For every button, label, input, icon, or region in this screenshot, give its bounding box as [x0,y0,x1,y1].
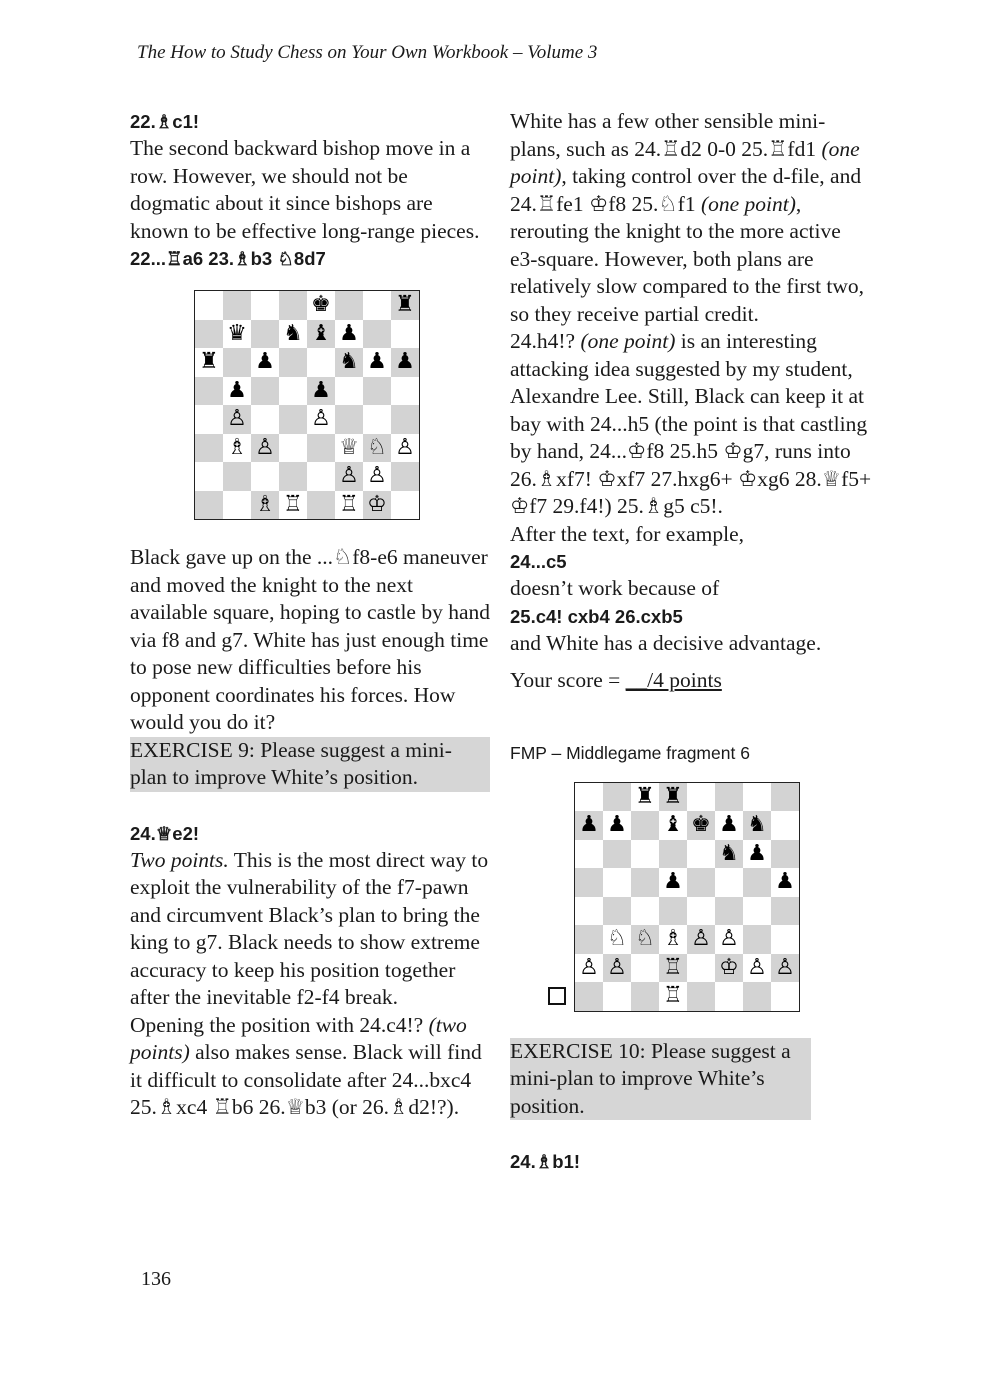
plans-text-b: , taking control over the d-file, and 24.♖fe1 ♔f8 25.♘f1 [510,164,862,216]
square-b2 [603,954,631,983]
chess-piece-icon: ♙ [255,434,275,460]
square-a4 [575,897,603,926]
square-h6 [771,840,799,869]
square-g3 [743,925,771,954]
square-d6 [279,348,307,377]
diagram-caption: FMP – Middlegame fragment 6 [510,742,750,763]
square-d3 [279,434,307,463]
square-b3 [223,434,251,463]
square-f4 [335,405,363,434]
square-d6 [659,840,687,869]
square-a7 [575,811,603,840]
square-f4 [715,897,743,926]
chess-piece-icon: ♞ [719,840,739,866]
square-b2 [223,462,251,491]
square-e1 [307,491,335,520]
square-c8 [251,291,279,320]
square-c6 [251,348,279,377]
square-c8 [631,783,659,812]
square-b4 [603,897,631,926]
square-a3 [195,434,223,463]
square-b6 [603,840,631,869]
square-f2 [715,954,743,983]
plans-text-a: White has a few other sensible mini-plans, such as 24.♖d2 0-0 25.♖fd1 [510,109,826,161]
square-g7 [363,320,391,349]
square-f8 [335,291,363,320]
square-h7 [391,320,419,349]
square-b1 [603,982,631,1011]
exercise-9-box: EXERCISE 9: Please suggest a mini-plan to improve White’s position. [130,737,490,792]
paragraph-after-text: After the text, for example, [510,521,745,546]
left-column [130,108,490,1122]
chess-piece-icon: ♙ [607,954,627,980]
square-a6 [575,840,603,869]
chess-piece-icon: ♛ [227,320,247,346]
square-h2 [771,954,799,983]
chess-piece-icon: ♔ [367,491,387,517]
paragraph-doesnt-work: doesn’t work because of [510,576,720,600]
square-c4 [631,897,659,926]
square-h8 [391,291,419,320]
chess-piece-icon: ♔ [719,954,739,980]
square-a6 [195,348,223,377]
chess-piece-icon: ♜ [663,783,683,809]
square-c5 [251,377,279,406]
white-to-move-square-icon [548,987,566,1005]
move-24-qe2: 24.♕e2! [130,822,200,844]
opening-text-b: also makes sense. Black will find it difficult to consolidate after 24...bxc4 25.♗xc4 ♖b6 26.♕b3 (or 26.♗d2!?). [130,1040,482,1119]
move-24-bb1: 24.♗b1! [510,1151,581,1172]
paragraph-opening-position [130,1012,490,1122]
square-c7 [251,320,279,349]
chess-piece-icon: ♜ [395,292,415,318]
h4-text-b: is an interesting attacking idea suggested by my student, Alexandre Lee. Still, Black can keep it at bay with 24...h5 (the point is that castling by hand, 24...♔f8 25.h5 ♔g7, runs into 26.♗xf7! ♔xf7 27.hxg6+ ♔xg6 28.♕f5+ ♔f7 29.f4!) 25.♗g5 c5!. [510,329,872,518]
chess-piece-icon: ♙ [579,954,599,980]
square-d1 [659,982,687,1011]
square-f8 [715,783,743,812]
chess-piece-icon: ♟ [255,349,275,375]
square-e7 [307,320,335,349]
square-f3 [335,434,363,463]
square-h7 [771,811,799,840]
one-point-italic-2: (one point) [700,191,796,216]
square-c6 [631,840,659,869]
paragraph-backward-bishop: The second backward bishop move in a row. However, we should not be dogmatic about it since bishops are known to be effective long-range pieces. [130,136,480,243]
square-d8 [279,291,307,320]
square-h1 [391,491,419,520]
square-h6 [391,348,419,377]
chess-piece-icon: ♟ [747,840,767,866]
square-a5 [575,868,603,897]
chess-piece-icon: ♟ [607,812,627,838]
chess-piece-icon: ♕ [339,434,359,460]
one-point-italic-1: (one point) [510,136,860,188]
square-f1 [715,982,743,1011]
square-f5 [335,377,363,406]
square-a7 [195,320,223,349]
square-e3 [687,925,715,954]
move-25-c4: 25.c4! cxb4 26.cxb5 [510,605,683,627]
one-point-italic-3: (one point) [580,329,676,353]
chess-piece-icon: ♗ [227,434,247,460]
square-g7 [743,811,771,840]
square-g1 [743,982,771,1011]
square-e2 [307,462,335,491]
chess-piece-icon: ♞ [747,812,767,838]
square-e8 [307,291,335,320]
chess-piece-icon: ♘ [635,926,655,952]
chess-piece-icon: ♙ [339,463,359,489]
square-c7 [631,811,659,840]
square-g2 [743,954,771,983]
square-e5 [307,377,335,406]
chess-piece-icon: ♘ [607,926,627,952]
chessboard-1 [194,290,420,520]
paragraph-two-points-text: This is the most direct way to exploit the vulnerability of the f7-pawn and circumvent Black’s plan to bring the king to g7. Black needs to show extreme accuracy to keep his position together after the inevitable f2-f4 break. [130,847,489,1009]
page-number: 136 [141,1268,171,1290]
chess-piece-icon: ♖ [663,954,683,980]
square-f2 [335,462,363,491]
two-points-italic: Two points. [130,847,229,872]
chess-piece-icon: ♚ [311,292,331,318]
square-d3 [659,925,687,954]
h4-text-a: 24.h4!? [510,329,581,353]
chess-piece-icon: ♟ [579,812,599,838]
score-value: __/4 points [625,668,722,692]
paragraph-h4-idea [510,328,872,521]
chess-piece-icon: ♚ [691,812,711,838]
chess-piece-icon: ♖ [339,491,359,517]
square-g6 [363,348,391,377]
square-c3 [631,925,659,954]
square-h4 [771,897,799,926]
square-f1 [335,491,363,520]
square-b8 [603,783,631,812]
two-points-italic-2: (two points) [130,1012,467,1064]
score-label: Your score = [510,668,626,692]
square-b4 [223,405,251,434]
square-d5 [279,377,307,406]
square-e4 [307,405,335,434]
chess-piece-icon: ♙ [367,463,387,489]
move-24-c5: 24...c5 [510,551,567,572]
move-22-ra6: 22...♖a6 23.♗b3 ♘8d7 [130,248,326,269]
square-d1 [279,491,307,520]
score-line [510,667,872,695]
square-b8 [223,291,251,320]
square-c2 [251,462,279,491]
square-d4 [659,897,687,926]
square-g6 [743,840,771,869]
square-a4 [195,405,223,434]
chess-piece-icon: ♟ [719,812,739,838]
paragraph-two-points [130,847,490,1012]
square-b3 [603,925,631,954]
paragraph-knight-maneuver: Black gave up on the ...♘f8-e6 maneuver and moved the knight to the next available square, hoping to castle by hand via f8 and g7. White has just enough time to pose new difficulties before his opponent coordinates his forces. How would you do it? [130,545,491,734]
square-e8 [687,783,715,812]
square-h1 [771,982,799,1011]
chess-piece-icon: ♟ [339,320,359,346]
square-c5 [631,868,659,897]
square-h5 [391,377,419,406]
chess-piece-icon: ♜ [635,783,655,809]
square-e3 [307,434,335,463]
square-h3 [391,434,419,463]
square-c1 [251,491,279,520]
square-a8 [195,291,223,320]
right-column [510,108,872,1175]
plans-text-c: , rerouting the knight to the more active e3-square. However, both plans are relatively slow compared to the first two, so they receive partial credit. [510,191,865,326]
square-c2 [631,954,659,983]
square-a1 [575,982,603,1011]
chess-piece-icon: ♟ [775,869,795,895]
square-d4 [279,405,307,434]
square-f6 [335,348,363,377]
square-e7 [687,811,715,840]
square-e6 [687,840,715,869]
chess-diagram-1 [194,290,490,520]
chess-piece-icon: ♙ [747,954,767,980]
square-a2 [575,954,603,983]
square-f5 [715,868,743,897]
chess-piece-icon: ♟ [395,349,415,375]
square-d5 [659,868,687,897]
square-c1 [631,982,659,1011]
square-h5 [771,868,799,897]
square-d2 [279,462,307,491]
chess-piece-icon: ♙ [775,954,795,980]
square-e5 [687,868,715,897]
move-22-bc1: 22.♗c1! [130,111,200,132]
square-a1 [195,491,223,520]
paragraph-other-plans [510,108,872,328]
square-b5 [223,377,251,406]
chess-piece-icon: ♝ [663,812,683,838]
chess-piece-icon: ♟ [367,349,387,375]
square-h8 [771,783,799,812]
square-h4 [391,405,419,434]
square-f7 [335,320,363,349]
square-g4 [743,897,771,926]
square-g2 [363,462,391,491]
square-d7 [659,811,687,840]
square-h2 [391,462,419,491]
square-f3 [715,925,743,954]
chess-piece-icon: ♙ [691,926,711,952]
square-b7 [223,320,251,349]
square-d8 [659,783,687,812]
running-header: The How to Study Chess on Your Own Workbook – Volume 3 [137,42,598,63]
opening-text-a: Opening the position with 24.c4!? [130,1012,429,1037]
square-a3 [575,925,603,954]
square-b7 [603,811,631,840]
square-g1 [363,491,391,520]
chess-piece-icon: ♞ [283,320,303,346]
square-a2 [195,462,223,491]
chess-piece-icon: ♜ [199,349,219,375]
square-g5 [743,868,771,897]
chess-piece-icon: ♟ [663,869,683,895]
chess-piece-icon: ♞ [339,349,359,375]
square-g4 [363,405,391,434]
square-e2 [687,954,715,983]
paragraph-decisive: and White has a decisive advantage. [510,630,822,655]
chess-piece-icon: ♖ [663,983,683,1009]
chess-diagram-2 [574,782,872,1012]
square-g3 [363,434,391,463]
chess-piece-icon: ♙ [311,406,331,432]
square-h3 [771,925,799,954]
square-c4 [251,405,279,434]
chess-piece-icon: ♙ [227,406,247,432]
chess-piece-icon: ♗ [663,926,683,952]
chess-piece-icon: ♙ [719,926,739,952]
chessboard-2 [574,782,800,1012]
square-e1 [687,982,715,1011]
chess-piece-icon: ♖ [283,491,303,517]
chess-piece-icon: ♘ [367,434,387,460]
chess-piece-icon: ♟ [311,377,331,403]
exercise-10-box: EXERCISE 10: Please suggest a mini-plan to improve White’s position. [510,1038,811,1121]
square-g5 [363,377,391,406]
square-b5 [603,868,631,897]
square-c3 [251,434,279,463]
square-e6 [307,348,335,377]
square-g8 [743,783,771,812]
square-a8 [575,783,603,812]
square-f6 [715,840,743,869]
chess-piece-icon: ♝ [311,320,331,346]
square-f7 [715,811,743,840]
square-d2 [659,954,687,983]
square-d7 [279,320,307,349]
square-e4 [687,897,715,926]
chess-piece-icon: ♙ [395,434,415,460]
square-a5 [195,377,223,406]
square-g8 [363,291,391,320]
square-b1 [223,491,251,520]
chess-piece-icon: ♟ [227,377,247,403]
chess-piece-icon: ♗ [255,491,275,517]
square-b6 [223,348,251,377]
